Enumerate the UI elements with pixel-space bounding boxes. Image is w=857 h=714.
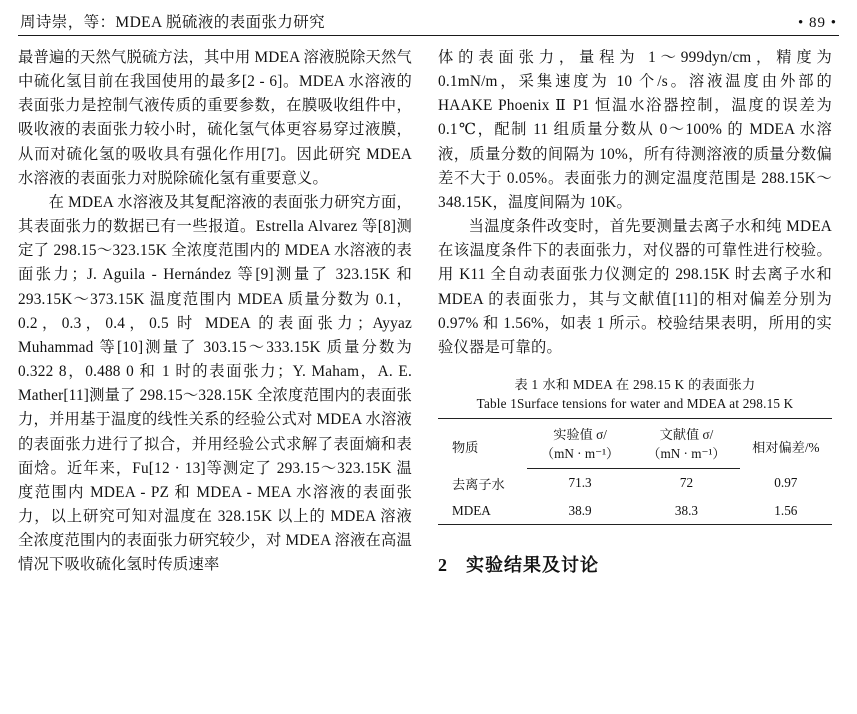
running-title: 周诗崇，等：MDEA 脱硫液的表面张力研究 — [20, 14, 326, 31]
header-rule — [18, 35, 839, 36]
table-caption-en-label: Table 1 — [476, 396, 517, 412]
paragraph-calibration: 当温度条件改变时，首先要测量去离子水和纯 MDEA 在该温度条件下的表面张力，对仪器的可靠性进行校验。用 K11 全自动表面张力仪测定的 298.15K 时去离子水和 MDEA 的表面张力，其与文献值[11]的相对偏差分别为 0.97% 和 1.56%，如表 1 所示。校验结果表明，所用的实验仪器是可靠的。 — [438, 218, 832, 356]
col-header-experimental-unit: （mN · m⁻¹） — [527, 443, 633, 469]
col-header-experimental: 实验值 σ/ — [527, 419, 633, 444]
paragraph-continued: 最普遍的天然气脱硫方法，其中用 MDEA 溶液脱除天然气中硫化氢目前在我国使用的最多[2 - 6]。MDEA 水溶液的表面张力是控制气液传质的重要参数，在膜吸收组件中，吸收液的表面张力较小时，硫化氢气体更容易穿过液膜，从而对硫化氢的吸收具有强化作用[7]。因此研究 MDEA 水溶液的表面张力对脱除硫化氢有重要意义。 — [18, 49, 412, 187]
cell-experimental: 71.3 — [568, 475, 592, 491]
right-column — [438, 46, 832, 694]
section-heading — [438, 551, 832, 577]
body-columns — [18, 46, 839, 694]
paragraph-literature-review: 在 MDEA 水溶液及其复配溶液的表面张力研究方面，其表面张力的数据已有一些报道。Estrella Alvarez 等[8]测定了 298.15～323.15K 全浓度范围内的 MDEA 水溶液的表面张力；J. Aguila - Hernández 等[9]测量了 323.15K 和 293.15K～373.15K 温度范围内 MDEA 质量分数为 0.1，0.2，0.3，0.4，0.5 时 MDEA 的表面张力；Ayyaz Muhammad 等[10]测量了 303.15～333.15K 质量分数为 0.322 8，0.488 0 和 1 时的表面张力；Y. Maham，A. E. Mather[11]测量了 298.15～328.15K 全浓度范围内的表面张力，并用基于温度的线性关系的经验公式对 MDEA 水溶液的表面张力进行了拟合，并用经验公式求解了表面熵和表面焓。近年来，Fu[12 · 13]等测定了 293.15～323.15K 温度范围内 MDEA - PZ 和 MDEA - MEA 水溶液的表面张力，以上研究可知对温度在 328.15K 以上的 MDEA 溶液全浓度范围内的表面张力研究较少，对 MDEA 溶液在高温情况下吸收硫化氢时传质速率 — [18, 193, 412, 574]
table-head-row-top — [438, 419, 832, 444]
table-caption-cn — [438, 374, 832, 393]
table-caption-en-text: Surface tensions for water and MDEA at 298.15 K — [517, 396, 794, 412]
table-caption-en — [438, 396, 832, 412]
table-row — [438, 469, 832, 498]
col-header-literature: 文献值 σ/ — [633, 419, 739, 444]
table-head — [438, 419, 832, 469]
cell-substance: MDEA — [438, 498, 527, 525]
cell-literature: 38.3 — [633, 498, 739, 525]
page-number: • 89 • — [797, 15, 837, 31]
cell-deviation: 0.97 — [774, 475, 798, 491]
cell-literature: 72 — [679, 475, 694, 491]
section-title: 实验结果及讨论 — [466, 554, 599, 575]
surface-tension-table — [438, 418, 832, 525]
col-header-deviation: 相对偏差/% — [740, 419, 832, 469]
cell-experimental: 38.9 — [527, 498, 633, 525]
left-column — [18, 46, 412, 694]
table-caption-cn-text: 水和 MDEA 在 298.15 K 的表面张力 — [542, 377, 756, 393]
table-1-block — [438, 374, 832, 525]
section-number: 2 — [438, 554, 448, 575]
col-header-literature-unit: （mN · m⁻¹） — [633, 443, 739, 469]
cell-substance: 去离子水 — [452, 476, 505, 492]
col-header-substance: 物质 — [438, 419, 527, 469]
table-row — [438, 498, 832, 525]
paragraph-apparatus: 体的表面张力，量程为 1～999dyn/cm，精度为 0.1mN/m，采集速度为 10 个/s。溶液温度由外部的 HAAKE Phoenix Ⅱ P1 恒温水浴器控制，温度的误差为 0.1℃，配制 11 组质量分数从 0～100% 的 MDEA 水溶液，质量分数的间隔为 10%，所有待测溶液的质量分数偏差不大于 0.05%。表面张力的测定温度范围是 288.15K～348.15K，温度间隔为 10K。 — [438, 49, 832, 211]
running-head — [18, 10, 839, 35]
table-caption-cn-label: 表 1 — [514, 377, 539, 393]
cell-deviation: 1.56 — [740, 498, 832, 525]
table-body — [438, 469, 832, 525]
